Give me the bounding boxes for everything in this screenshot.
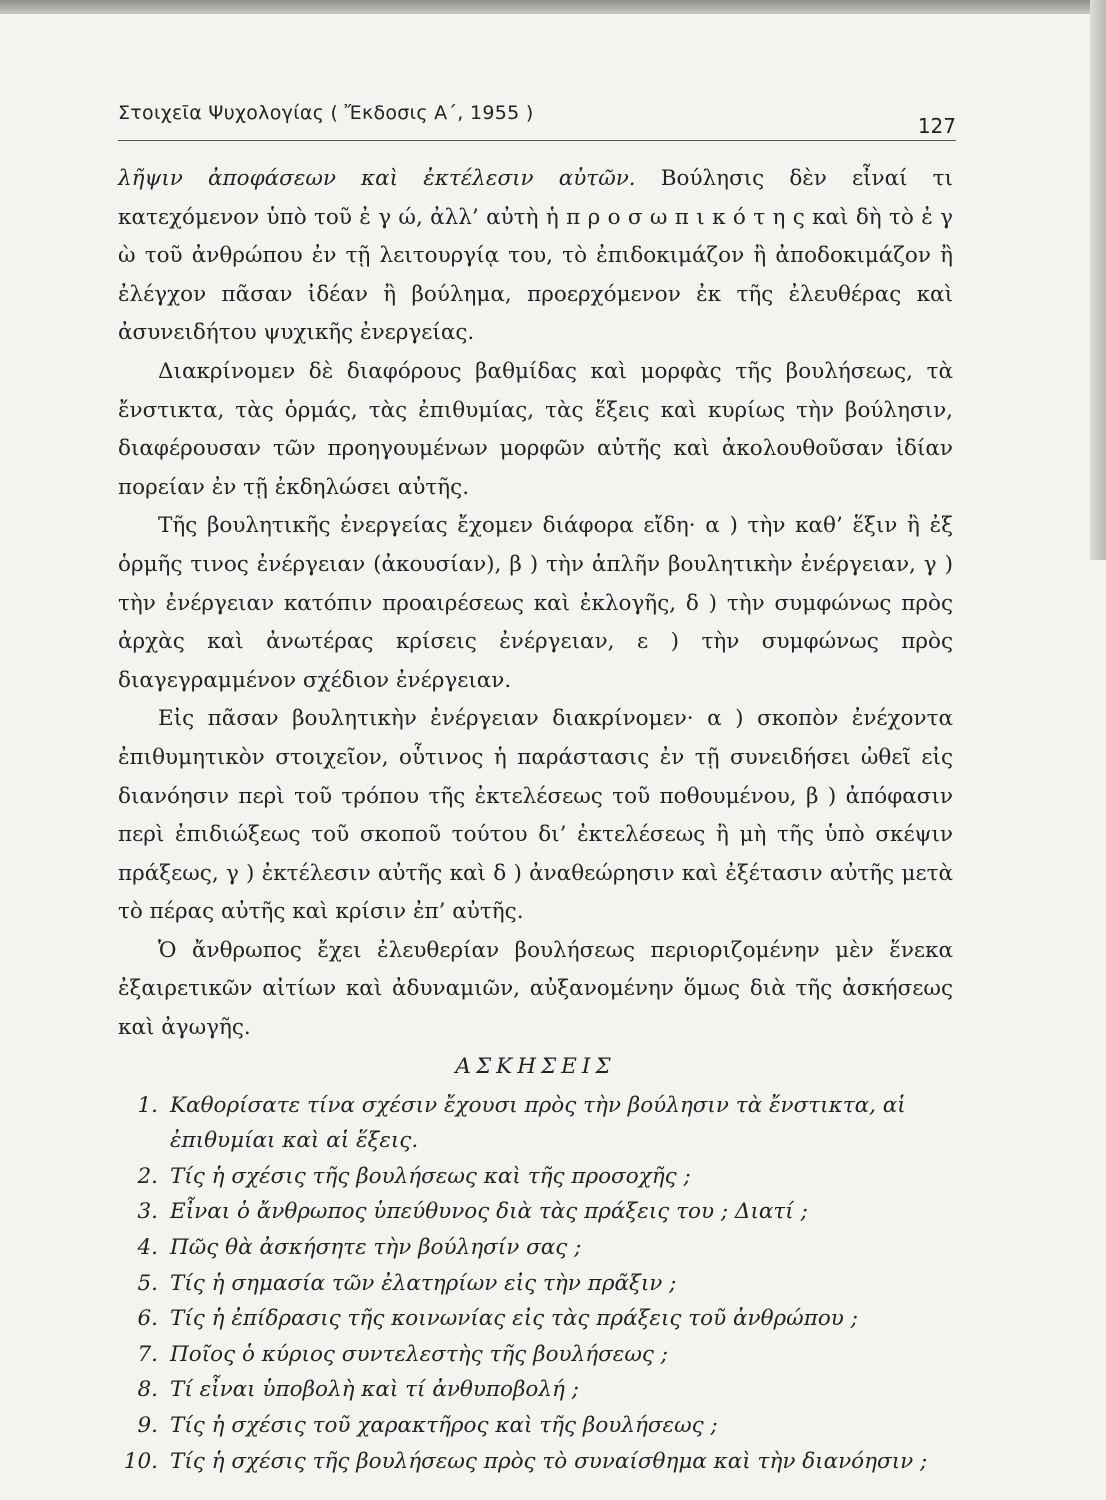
scan-top-edge [0,0,1106,14]
running-title: Στοιχεῖα Ψυχολογίας ( Ἔκδοσις Α΄, 1955 ) [118,102,534,124]
paragraph-4: Εἰς πᾶσαν βουλητικὴν ἐνέργειαν διακρίνομεν· α ) σκοπὸν ἐνέχοντα ἐπιθυμητικὸν στοιχεῖον, οὗτινος ἡ παράστασις ἐν τῇ συνειδήσει ὠθεῖ εἰς διανόησιν περὶ τοῦ τρόπου τῆς ἐκτελέσεως τοῦ ποθουμένου, β ) ἀπόφασιν περὶ ἐπιδιώξεως τοῦ σκοποῦ τούτου δι’ ἐκτελέσεως ἢ μὴ τῆς ὑπὸ σκέψιν πράξεως, γ ) ἐκτέλεσιν αὐτῆς καὶ δ ) ἀναθεώρησιν καὶ ἐξέτασιν αὐτῆς μετὰ τὸ πέρας αὐτῆς καὶ κρίσιν ἐπ’ αὐτῆς. [118,706,953,925]
page-number: 127 [917,114,956,138]
exercise-number: 2. [137,1163,158,1189]
exercise-item [118,1159,953,1195]
exercise-text: Τίς ἡ σχέσις τοῦ χαρακτῆρος καὶ τῆς βουλήσεως ; [170,1413,718,1438]
paragraph-5: Ὁ ἄνθρωπος ἔχει ἐλευθερίαν βουλήσεως περιοριζομένην μὲν ἕνεκα ἐξαιρετικῶν αἰτίων καὶ ἀδυναμιῶν, αὐξανομένην ὅμως διὰ τῆς ἀσκήσεως καὶ ἀγωγῆς. [118,937,953,1041]
exercise-item [118,1444,953,1480]
paragraph-1 [118,160,953,353]
exercise-number: 4. [137,1235,158,1261]
exercise-text: Τί εἶναι ὑποβολὴ καὶ τί ἀνθυποβολή ; [170,1377,579,1403]
exercise-text: Τίς ἡ σημασία τῶν ἐλατηρίων εἰς τὴν πρᾶξιν ; [170,1270,677,1296]
exercise-number: 3. [137,1199,158,1225]
exercise-number: 7. [137,1341,158,1367]
exercise-item [118,1088,953,1159]
exercise-item [118,1194,953,1230]
paragraph-3: Τῆς βουλητικῆς ἐνεργείας ἔχομεν διάφορα εἴδη· α ) τὴν καθ’ ἕξιν ἢ ἐξ ὁρμῆς τινος ἐνέργειαν (ἀκουσίαν), β ) τὴν ἁπλῆν βουλητικὴν ἐνέργειαν, γ ) τὴν ἐνέργειαν κατόπιν προαιρέσεως καὶ ἐκλογῆς, δ ) τὴν συμφώνως πρὸς ἀρχὰς καὶ ἀνωτέρας κρίσεις ἐνέργειαν, ε ) τὴν συμφώνως πρὸς διαγεγραμμένον σχέδιον ἐνέργειαν. [118,513,953,693]
exercise-text: Καθορίσατε τίνα σχέσιν ἔχουσι πρὸς τὴν βούλησιν τὰ ἔνστικτα, αἱ ἐπιθυμίαι καὶ αἱ ἕξεις. [170,1092,906,1154]
exercise-text: Τίς ἡ σχέσις τῆς βουλήσεως πρὸς τὸ συναίσθημα καὶ τὴν διανόησιν ; [170,1448,928,1474]
exercise-item [118,1266,953,1302]
exercise-list [118,1088,953,1480]
exercises-heading: ΑΣΚΗΣΕΙΣ [455,1053,616,1079]
page-body [118,160,953,1479]
exercise-number: 9. [137,1413,158,1438]
exercise-item [118,1408,953,1444]
page-header [118,100,956,141]
exercise-item [118,1301,953,1337]
exercise-text: Τίς ἡ σχέσις τῆς βουλήσεως καὶ τῆς προσοχῆς ; [170,1163,691,1189]
exercise-number: 1. [137,1092,158,1118]
exercise-number: 6. [137,1306,158,1332]
exercise-text: Εἶναι ὁ ἄνθρωπος ὑπεύθυνος διὰ τὰς πράξεις του ; Διατί ; [170,1199,808,1225]
paragraph-2: Διακρίνομεν δὲ διαφόρους βαθμίδας καὶ μορφὰς τῆς βουλήσεως, τὰ ἔνστικτα, τὰς ὁρμάς, τὰς ἐπιθυμίας, τὰς ἕξεις καὶ κυρίως τὴν βούλησιν, διαφέρουσαν τῶν προηγουμένων μορφῶν αὐτῆς καὶ ἀκολουθοῦσαν ἰδίαν πορείαν ἐν τῇ ἐκδηλώσει αὐτῆς. [118,358,953,500]
exercise-item [118,1337,953,1373]
paragraph-1-lead: λῆψιν ἀποφάσεων καὶ ἐκτέλεσιν αὐτῶν. [118,166,636,191]
exercise-text: Ποῖος ὁ κύριος συντελεστὴς τῆς βουλήσεως ; [170,1341,668,1367]
exercise-text: Πῶς θὰ ἀσκήσητε τὴν βούλησίν σας ; [170,1235,582,1261]
exercise-number: 5. [137,1270,158,1296]
scan-right-edge [1090,0,1106,560]
paragraph-1-text: Βούλησις δὲν εἶναί τι κατεχόμενον ὑπὸ τοῦ ἐ γ ώ, ἀλλ’ αὐτὴ ἡ π ρ ο σ ω π ι κ ό τ η ς καὶ δὴ τὸ ἐ γ ὼ τοῦ ἀνθρώπου ἐν τῇ λειτουργίᾳ του, τὸ ἐπιδοκιμάζον ἢ ἀποδοκιμάζον ἢ ἐλέγχον πᾶσαν ἰδέαν ἢ βούλημα, προερχόμενον ἐκ τῆς ἐλευθέρας καὶ ἀσυνειδήτου ψυχικῆς ἐνεργείας. [118,166,953,346]
exercise-item [118,1230,953,1266]
exercise-text: Τίς ἡ ἐπίδρασις τῆς κοινωνίας εἰς τὰς πράξεις τοῦ ἀνθρώπου ; [170,1306,858,1332]
exercise-number: 10. [123,1448,158,1474]
exercise-item [118,1372,953,1408]
exercise-number: 8. [137,1377,158,1403]
